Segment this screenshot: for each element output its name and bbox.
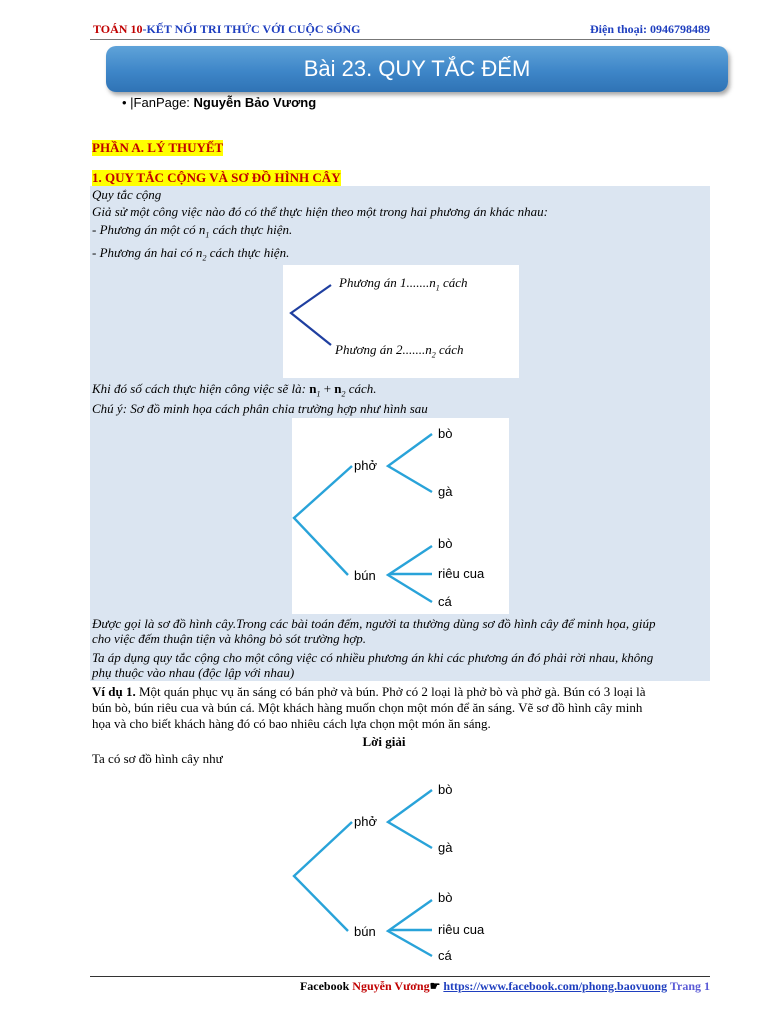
tree-diagram-1-svg <box>292 418 509 614</box>
rule-line-1: Giả sử một công việc nào đó có thể thực hiện theo một trong hai phương án khác nhau: <box>92 204 548 219</box>
section-a-heading: PHẦN A. LÝ THUYẾT <box>92 140 224 155</box>
example-line-3: họa và cho biết khách hàng đó có bao nhiêu cách lựa chọn một món ăn sáng. <box>92 716 491 731</box>
tree1-pho: phở <box>354 458 377 473</box>
rule-conclusion: Khi đó số cách thực hiện công việc sẽ là: $n_1 + n_2$ cách. <box>92 381 377 399</box>
footer-author: Nguyễn Vương <box>352 979 430 993</box>
branch-option-2: Phương án $2.......n_2$ cách <box>335 342 464 360</box>
tree2-pho: phở <box>354 814 377 829</box>
tree2-ga: gà <box>438 840 453 855</box>
tree1-ga: gà <box>438 484 453 499</box>
rule-line-2: - Phương án một có $n_1$ cách thực hiện. <box>92 222 293 240</box>
rule-condition-2: phụ thuộc vào nhau (độc lập với nhau) <box>92 665 295 680</box>
tree-diagram-2-svg <box>292 776 509 972</box>
tree2-bo-2: bò <box>438 890 453 905</box>
page-number: Trang 1 <box>667 979 710 993</box>
footer-divider <box>90 976 710 977</box>
tree-definition-2: cho việc đếm thuận tiện và không bỏ sót trường hợp. <box>92 631 367 646</box>
tree2-bo-1: bò <box>438 782 453 797</box>
lesson-title-banner: Bài 23. QUY TẮC ĐẾM <box>106 46 728 92</box>
rule-note: Chú ý: Sơ đồ minh họa cách phân chia trường hợp như hình sau <box>92 401 428 416</box>
header-phone: Điện thoại: 0946798489 <box>590 22 710 36</box>
fanpage-label: • |FanPage: <box>122 95 194 110</box>
tree1-bun: bún <box>354 568 376 583</box>
example-line-1: Ví dụ 1. Một quán phục vụ ăn sáng có bán phở và bún. Phở có 2 loại là phở bò và phở gà. Bún có 3 loại là <box>92 684 646 699</box>
header-subject: TOÁN 10 <box>93 22 143 36</box>
tree2-bun: bún <box>354 924 376 939</box>
footer: Facebook Nguyễn Vương☛ https://www.facebook.com/phong.baovuong Trang 1 <box>299 979 710 993</box>
branch-option-1: Phương án $1.......n_1$ cách <box>339 275 468 293</box>
fanpage-line <box>122 95 316 110</box>
tree2-ca: cá <box>438 948 452 963</box>
tree-diagram-1 <box>292 418 509 614</box>
tree-diagram-2 <box>292 776 509 972</box>
tree1-rieu-cua: riêu cua <box>438 566 485 581</box>
rule-title: Quy tắc cộng <box>92 187 162 202</box>
section-1-heading: 1. QUY TẮC CỘNG VÀ SƠ ĐỒ HÌNH CÂY <box>92 170 341 185</box>
tree1-bo-2: bò <box>438 536 453 551</box>
header-series: -KẾT NỐI TRI THỨC VỚI CUỘC SỐNG <box>142 22 361 36</box>
fanpage-name: Nguyễn Bảo Vương <box>193 95 317 110</box>
tree1-bo-1: bò <box>438 426 453 441</box>
branch-diagram <box>283 265 519 378</box>
rule-line-3: - Phương án hai có $n_2$ cách thực hiện. <box>92 245 290 263</box>
rule-condition-1: Ta áp dụng quy tắc cộng cho một công việc có nhiều phương án khi các phương án đó phải rời nhau, không <box>92 650 654 665</box>
solution-line-1: Ta có sơ đồ hình cây như <box>92 751 223 766</box>
example-line-2: bún bò, bún riêu cua và bún cá. Một khách hàng muốn chọn một món để ăn sáng. Vẽ sơ đồ hình cây minh <box>92 700 643 715</box>
footer-link[interactable]: https://www.facebook.com/phong.baovuong <box>443 979 668 993</box>
example-label: Ví dụ 1. <box>92 684 136 699</box>
tree1-ca: cá <box>438 594 452 609</box>
tree-definition-1: Được gọi là sơ đồ hình cây.Trong các bài toán đếm, người ta thường dùng sơ đồ hình cây để minh họa, giúp <box>92 616 656 631</box>
tree2-rieu-cua: riêu cua <box>438 922 485 937</box>
header-divider <box>90 39 710 40</box>
header-left <box>93 22 361 37</box>
solution-heading: Lời giải <box>362 734 406 749</box>
